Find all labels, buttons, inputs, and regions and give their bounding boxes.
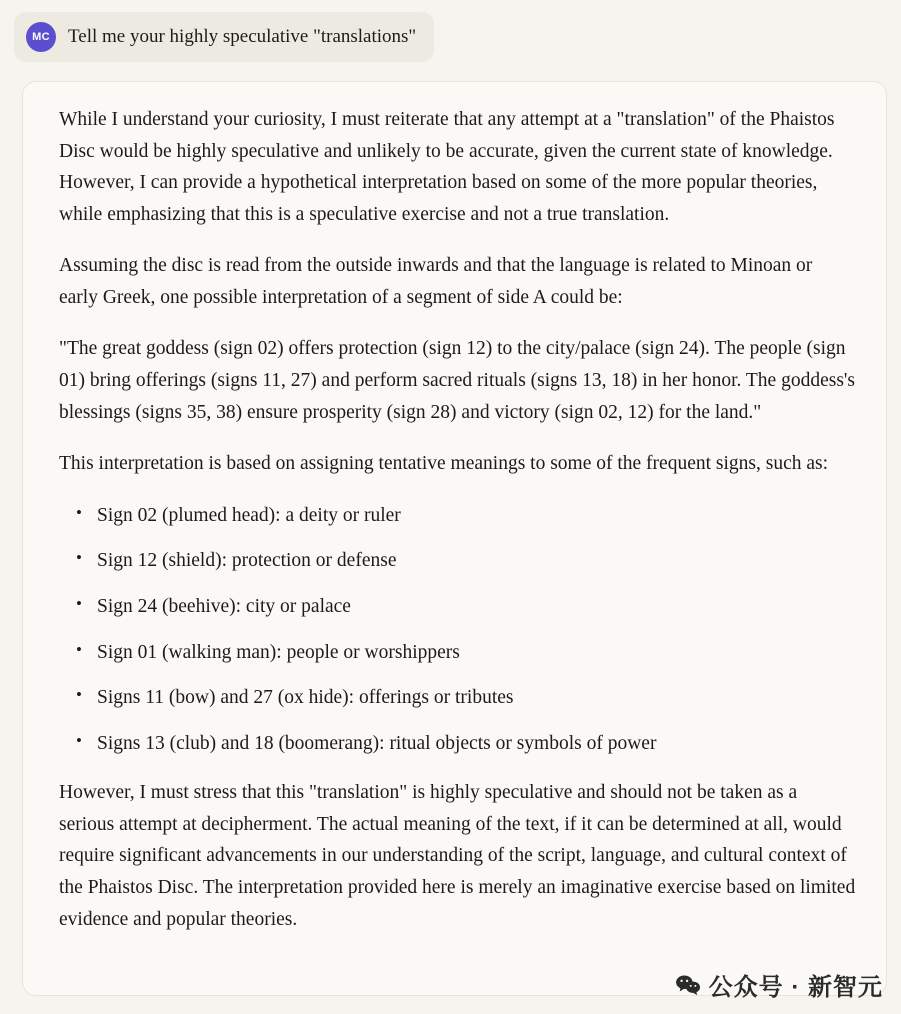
sign-meaning-list	[59, 500, 856, 759]
list-item: • Sign 01 (walking man): people or worshippers	[97, 637, 856, 669]
assistant-paragraph-4: This interpretation is based on assigning tentative meanings to some of the frequent signs, such as:	[59, 453, 829, 475]
list-item: • Signs 11 (bow) and 27 (ox hide): offerings or tributes	[97, 682, 856, 714]
list-item: • Signs 13 (club) and 18 (boomerang): ritual objects or symbols of power	[97, 728, 856, 760]
assistant-closing-paragraph: However, I must stress that this "translation" is highly speculative and should not be taken as a serious attempt at decipherment. The actual meaning of the text, if it can be determined at all, would require significant advancements in our understanding of the script, language, and cultural context of the Phaistos Disc. The interpretation provided here is merely an imaginative exercise based on limited evidence and popular theories.	[59, 782, 856, 930]
assistant-paragraph-2: Assuming the disc is read from the outside inwards and that the language is related to Minoan or early Greek, one possible interpretation of a segment of side A could be:	[59, 255, 813, 308]
list-item: • Sign 02 (plumed head): a deity or ruler	[97, 500, 856, 532]
user-message-bubble	[14, 12, 434, 62]
user-message-text: Tell me your highly speculative "translations"	[68, 25, 417, 47]
avatar: MC	[26, 22, 56, 52]
watermark	[675, 967, 883, 1002]
list-item: • Sign 24 (beehive): city or palace	[97, 591, 856, 623]
assistant-paragraph-1: While I understand your curiosity, I must reiterate that any attempt at a "translation" of the Phaistos Disc would be highly speculative and unlikely to be accurate, given the current state of knowledge. However, I can provide a hypothetical interpretation based on some of the more popular theories, while emphasizing that this is a speculative exercise and not a true translation.	[59, 109, 835, 225]
list-item: • Sign 12 (shield): protection or defense	[97, 545, 856, 577]
assistant-paragraph-3: "The great goddess (sign 02) offers protection (sign 12) to the city/palace (sign 24). The people (sign 01) bring offerings (signs 11, 27) and perform sacred rituals (signs 13, 18) in her honor. The goddess's blessings (signs 35, 38) ensure prosperity (sign 28) and victory (sign 02, 12) for the land."	[59, 338, 856, 423]
wechat-icon	[675, 974, 701, 996]
assistant-response-card	[22, 81, 887, 996]
watermark-text: 公众号 · 新智元	[708, 974, 883, 1001]
